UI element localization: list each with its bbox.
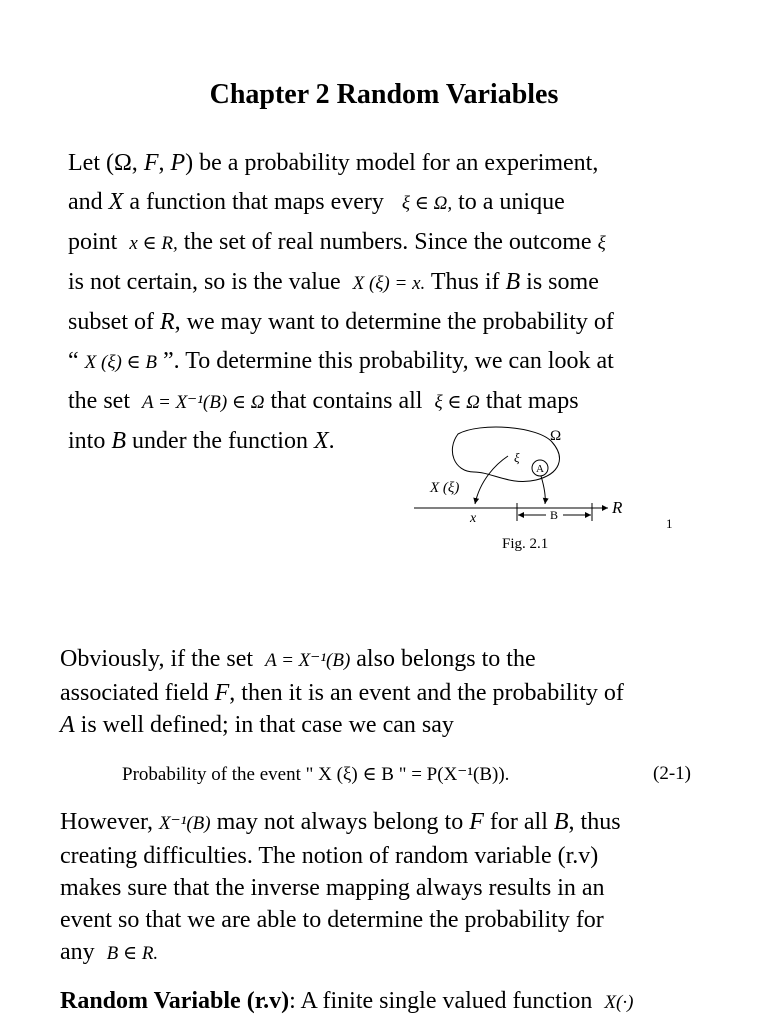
mapping-diagram (410, 420, 650, 530)
text-line: into B under the function X. (68, 428, 335, 454)
text-line: associated field F, then it is an event and the probability of (60, 680, 624, 706)
mapping-arrow-B (541, 476, 545, 504)
R-label: R (612, 498, 623, 517)
definition-line: Random Variable (r.v): A finite single valued function X(·) (60, 988, 634, 1014)
text-line: “ X (ξ) ∈ B ”. To determine this probability, we can look at (68, 348, 614, 374)
equation-number: (2-1) (653, 763, 691, 784)
text-line: Let (Ω, F, P) be a probability model for an experiment, (68, 150, 599, 176)
text-line: subset of R, we may want to determine the probability of (68, 309, 614, 335)
intro-paragraph (68, 144, 614, 461)
text-line: creating difficulties. The notion of random variable (r.v) (60, 843, 599, 869)
paragraph-however (60, 806, 621, 970)
text-line: any B ∈ R. (60, 939, 159, 965)
x-label: x (470, 511, 477, 526)
mapping-arrow-x (475, 456, 508, 504)
definition-term: Random Variable (r.v) (60, 988, 290, 1014)
text-line: the set A = X⁻¹(B) ∈ Ω that contains all ξ ∈ Ω that maps (68, 388, 579, 414)
event-A-label: A (536, 463, 544, 475)
equation-2-1: Probability of the event " X (ξ) ∈ B " = P(X⁻¹(B)). (122, 764, 510, 785)
text-line: makes sure that the inverse mapping always results in an (60, 875, 605, 901)
B-interval-label: B (550, 508, 559, 522)
page-number: 1 (666, 516, 673, 531)
text-line: Obviously, if the set A = X⁻¹(B) also belongs to the (60, 646, 536, 672)
text-line: However, X⁻¹(B) may not always belong to F for all B, thus (60, 809, 621, 835)
text-line: is not certain, so is the value X (ξ) = x. Thus if B is some (68, 269, 599, 295)
xi-label: ξ (514, 450, 520, 465)
text-line: event so that we are able to determine the probability for (60, 907, 604, 933)
page-title: Chapter 2 Random Variables (209, 79, 559, 110)
figure-caption: Fig. 2.1 (502, 536, 549, 552)
text-line: and X a function that maps every ξ ∈ Ω, to a unique (68, 189, 565, 215)
text-line: A is well defined; in that case we can say (60, 712, 454, 738)
X-xi-label: X (ξ) (430, 480, 460, 496)
text-line: point x ∈ R, the set of real numbers. Since the outcome ξ (68, 229, 606, 255)
omega-label: Ω (550, 428, 562, 444)
paragraph-obviously (60, 643, 624, 741)
